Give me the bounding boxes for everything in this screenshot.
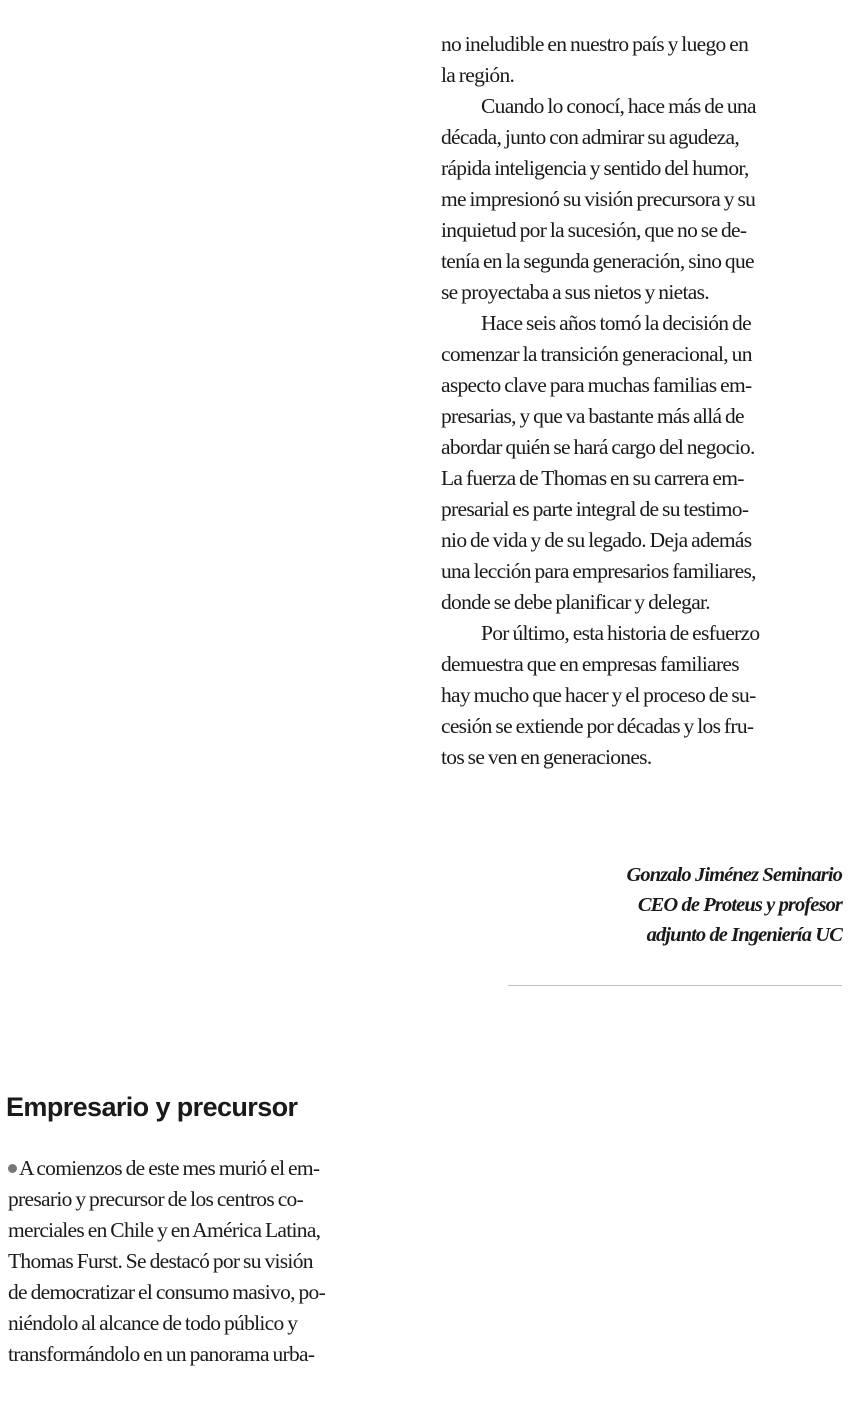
text-line: comenzar la transición generacional, un xyxy=(441,342,752,366)
text-line: presarias, y que va bastante más allá de xyxy=(441,404,744,428)
text-line: se proyectaba a sus nietos y nietas. xyxy=(441,280,709,304)
text-line: la región. xyxy=(441,63,515,87)
text-line: no ineludible en nuestro país y luego en xyxy=(441,32,749,56)
text-line: demuestra que en empresas familiares xyxy=(441,652,739,676)
text-line: de democratizar el consumo masivo, po- xyxy=(8,1280,326,1304)
text-line: Thomas Furst. Se destacó por su visión xyxy=(8,1249,313,1273)
divider xyxy=(508,985,842,986)
text-line: presarial es parte integral de su testimo- xyxy=(441,497,749,521)
text-line: donde se debe planificar y delegar. xyxy=(441,590,710,614)
text-line: me impresionó su visión precursora y su xyxy=(441,187,756,211)
author-role: adjunto de Ingeniería UC xyxy=(646,924,842,946)
text-line: Por último, esta historia de esfuerzo xyxy=(481,621,760,645)
text-line: Hace seis años tomó la decisión de xyxy=(481,311,751,335)
article-left-column xyxy=(8,1153,408,1370)
bullet-icon xyxy=(8,1164,17,1173)
article-right-column xyxy=(441,29,844,773)
section-heading: Empresario y precursor xyxy=(6,1092,298,1122)
text-line: transformándolo en un panorama urba- xyxy=(8,1342,315,1366)
text-line: Cuando lo conocí, hace más de una xyxy=(481,94,756,118)
author-role: CEO de Proteus y profesor xyxy=(637,894,842,916)
text-line: hay mucho que hacer y el proceso de su- xyxy=(441,683,756,707)
text-line-content: A comienzos de este mes murió el em- xyxy=(19,1156,320,1180)
text-line: aspecto clave para muchas familias em- xyxy=(441,373,752,397)
text-line: década, junto con admirar su agudeza, xyxy=(441,125,740,149)
text-line: nio de vida y de su legado. Deja además xyxy=(441,528,752,552)
text-line: tos se ven en generaciones. xyxy=(441,745,652,769)
author-signature xyxy=(482,860,842,950)
text-line: presario y precursor de los centros co- xyxy=(8,1187,304,1211)
text-line: inquietud por la sucesión, que no se de- xyxy=(441,218,747,242)
text-line: merciales en Chile y en América Latina, xyxy=(8,1218,321,1242)
text-line: rápida inteligencia y sentido del humor, xyxy=(441,156,749,180)
text-line: La fuerza de Thomas en su carrera em- xyxy=(441,466,744,490)
text-line: cesión se extiende por décadas y los fru- xyxy=(441,714,754,738)
text-line: una lección para empresarios familiares, xyxy=(441,559,756,583)
text-line: tenía en la segunda generación, sino que xyxy=(441,249,754,273)
text-line xyxy=(8,1153,408,1184)
text-line: abordar quién se hará cargo del negocio. xyxy=(441,435,755,459)
text-line: niéndolo al alcance de todo público y xyxy=(8,1311,298,1335)
author-name: Gonzalo Jiménez Seminario xyxy=(626,864,842,886)
